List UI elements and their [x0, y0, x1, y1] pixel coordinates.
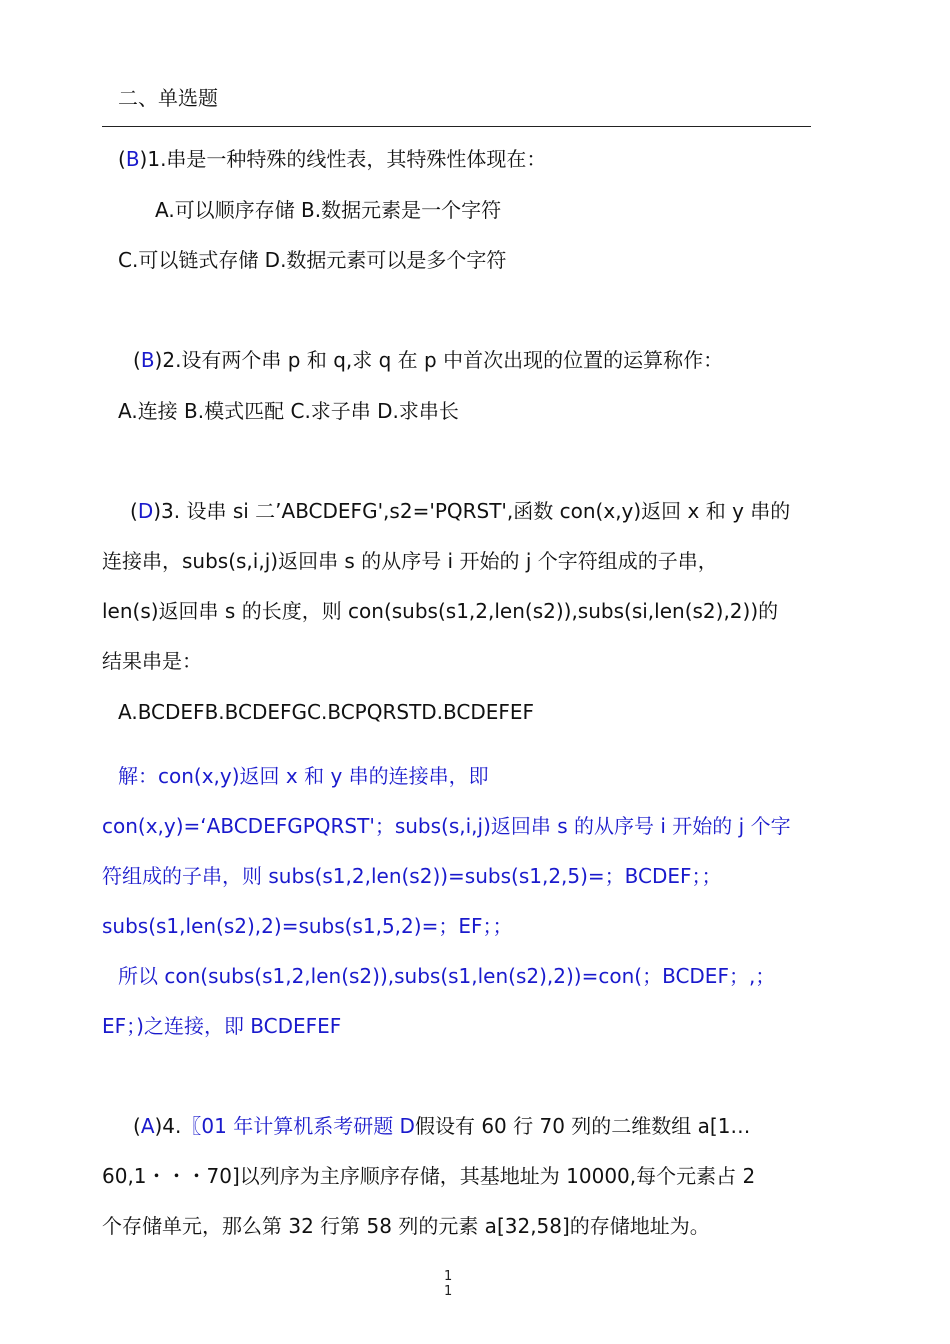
question-4-answer: A [140, 1114, 155, 1138]
title-divider [102, 126, 811, 127]
solution-line-4: subs(s1,len(s2),2)=subs(s1,5,2)=；EF；； [102, 914, 513, 938]
solution-line-3: 符组成的子串，则 subs(s1,2,len(s2))=subs(s1,2,5)=；BCDEF；； [102, 864, 722, 888]
question-4-stem-line2: 60,1・・・70]以列序为主序顺序存储，其基地址为 10000,每个元素占 2 [102, 1164, 756, 1188]
question-1-options-line2: C.可以链式存储 D.数据元素可以是多个字符 [118, 248, 507, 272]
solution-line-2: con(x,y)=‘ABCDEFGPQRST'；subs(s,i,j)返回串 s 的从序号 i 开始的 j 个字 [102, 814, 791, 838]
page-number-bottom: 1 [444, 1284, 453, 1299]
question-4-stem-line3: 个存储单元，那么第 32 行第 58 列的元素 a[32,58]的存储地址为。 [102, 1214, 710, 1238]
question-3-stem: (D)3. 设串 si 二’ABCDEFG',s2='PQRST',函数 con(x,y)返回 x 和 y 串的 [130, 499, 791, 523]
question-3-stem-line3: len(s)返回串 s 的长度，则 con(subs(s1,2,len(s2)),subs(si,len(s2),2))的 [102, 599, 779, 623]
question-1-stem: (B)1.串是一种特殊的线性表，其特殊性体现在： [118, 147, 547, 171]
question-4-stem: (A)4.〖01 年计算机系考研题 D假设有 60 行 70 列的二维数组 a[1… [133, 1114, 751, 1138]
section-title: 二、单选题 [118, 86, 218, 110]
question-1-answer: B [125, 147, 140, 171]
page-number-top: 1 [444, 1269, 453, 1284]
solution-line-6: EF；)之连接，即 BCDEFEF [102, 1014, 342, 1038]
question-2-options: A.连接 B.模式匹配 C.求子串 D.求串长 [118, 399, 459, 423]
solution-line-1: 解：con(x,y)返回 x 和 y 串的连接串，即 [118, 764, 489, 788]
question-3-options: A.BCDEFB.BCDEFGC.BCPQRSTD.BCDEFEF [118, 700, 535, 724]
question-3-stem-line4: 结果串是： [102, 649, 202, 673]
solution-line-5: 所以 con(subs(s1,2,len(s2)),subs(s1,len(s2),2))=con(；BCDEF；,； [118, 964, 776, 988]
question-4-source: 〖01 年计算机系考研题 D [181, 1114, 415, 1138]
question-2-answer: B [140, 348, 155, 372]
question-3-answer: D [137, 499, 154, 523]
question-2-stem: (B)2.设有两个串 p 和 q,求 q 在 p 中首次出现的位置的运算称作： [133, 348, 724, 372]
question-1-options-line1: A.可以顺序存储 B.数据元素是一个字符 [155, 198, 502, 222]
question-3-stem-line2: 连接串，subs(s,i,j)返回串 s 的从序号 i 开始的 j 个字符组成的子串， [102, 549, 718, 573]
